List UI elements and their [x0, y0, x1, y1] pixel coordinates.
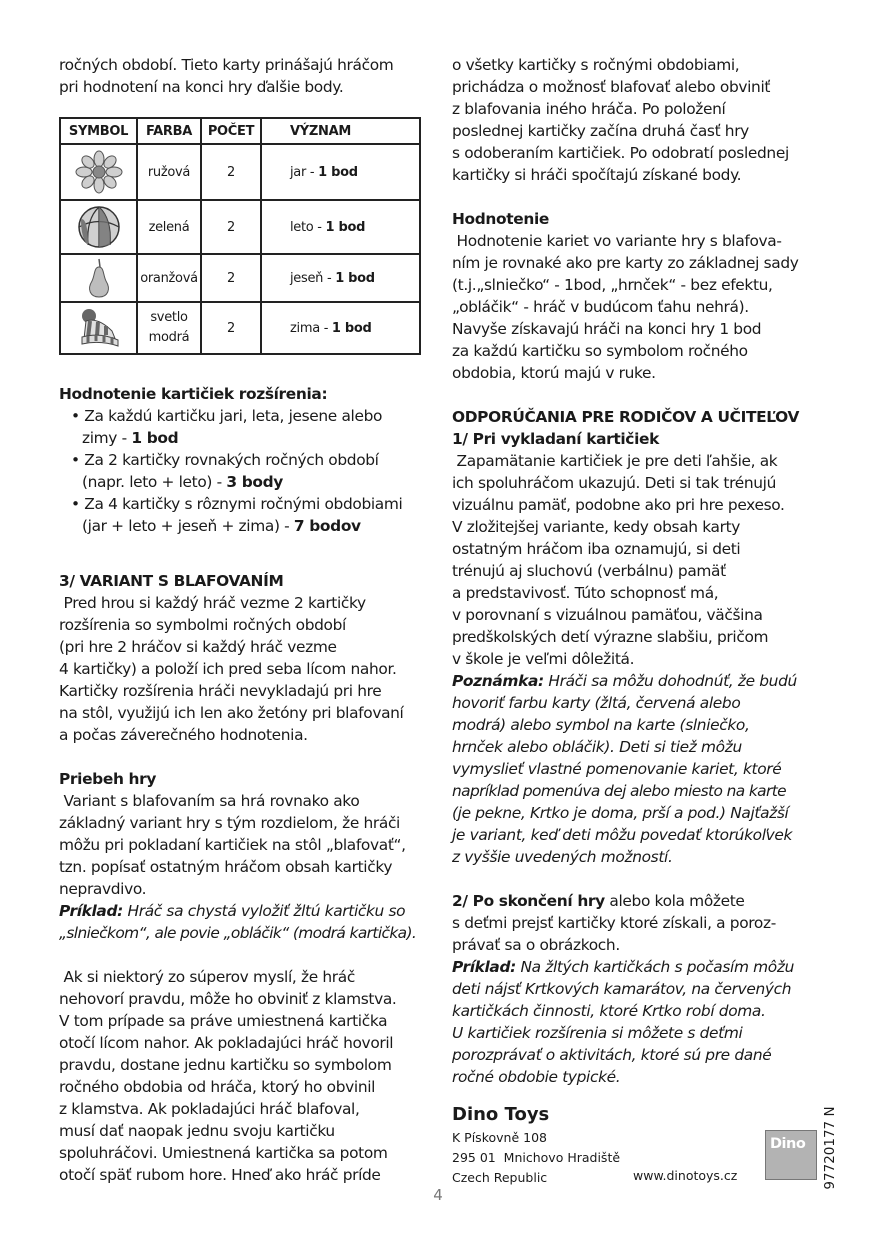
note-line: modrá) alebo symbol na karte (slniečko,: [452, 716, 750, 734]
count-cell: 2: [201, 144, 261, 200]
table-header-row: [60, 118, 420, 144]
meaning-cell: [261, 302, 420, 354]
intro-line: pri hodnotení na konci hry ďalšie body.: [59, 78, 344, 96]
recommendations-sub2-heading: 2/ Po skončení hry: [452, 892, 605, 910]
text-line: trénujú aj sluchovú (verbálnu) pamäť: [452, 562, 726, 580]
note-label: Poznámka:: [452, 672, 544, 690]
left-column: [59, 54, 431, 98]
color-cell: oranžová: [137, 254, 201, 302]
text-line: musí dať naopak jednu svoju kartičku: [59, 1122, 335, 1140]
text-line: v porovnaní s vizuálnou pamäťou, väčšina: [452, 606, 763, 624]
table-row: [60, 254, 420, 302]
example-label: Príklad:: [59, 902, 123, 920]
evaluation-heading: Hodnotenie: [452, 210, 549, 228]
meaning-text: leto -: [290, 219, 326, 235]
company-name: Dino Toys: [452, 1104, 550, 1125]
game-flow-heading: Priebeh hry: [59, 770, 157, 788]
bullet-icon: •: [71, 451, 80, 469]
count-cell: 2: [201, 200, 261, 254]
example-line: ročné obdobie typické.: [452, 1068, 621, 1086]
address-line: 295 01 Mnichovo Hradiště: [452, 1150, 621, 1165]
meaning-points: 1 bod: [331, 320, 372, 336]
spacer: [59, 944, 431, 966]
text-line: V zložitejšej variante, kedy obsah karty: [452, 518, 741, 536]
text-line: vizuálnu pamäť, podobne ako pri hre pexeso.: [452, 496, 785, 514]
text-line: Navyše získavajú hráči na konci hry 1 bod: [452, 320, 762, 338]
scoring-bullet-cont: [59, 471, 431, 493]
spacer: [59, 559, 431, 570]
page-number: 4: [433, 1186, 443, 1204]
color-cell: ružová: [137, 144, 201, 200]
text-line: prichádza o možnosť blafovať alebo obviniť: [452, 78, 771, 96]
text-line: (t.j.„slniečko“ - 1bod, „hrnček“ - bez efektu,: [452, 276, 773, 294]
left-column-body: [59, 383, 431, 1186]
text-line: Hodnotenie kariet vo variante hry s blafova-: [452, 232, 782, 250]
meaning-points: 1 bod: [318, 164, 358, 180]
scoring-bullet: [59, 449, 431, 471]
header-meaning: VÝZNAM: [261, 118, 420, 144]
logo-text: Dino: [770, 1136, 806, 1152]
bullet-text: (jar + leto + jeseň + zima) -: [82, 517, 294, 535]
text-line: spoluhráčovi. Umiestnená kartička sa potom: [59, 1144, 388, 1162]
text-line: o všetky kartičky s ročnými obdobiami,: [452, 56, 740, 74]
text-line: obdobia, ktorú majú v ruke.: [452, 364, 656, 382]
bullet-icon: •: [71, 407, 80, 425]
text-line: (pri hre 2 hráčov si každý hráč vezme: [59, 638, 337, 656]
meaning-points: 1 bod: [325, 219, 366, 235]
spacer: [59, 746, 431, 768]
address-line: Czech Republic: [452, 1170, 548, 1185]
scoring-bullet-cont: [59, 515, 431, 537]
note-line: vymyslieť vlastné pomenovanie kariet, ktoré: [452, 760, 782, 778]
text-line: pravdu, dostane jednu kartičku so symbolom: [59, 1056, 392, 1074]
scoring-bullet: [59, 405, 431, 427]
color-text: svetlo: [150, 310, 188, 325]
right-column: [452, 54, 832, 1088]
season-symbols-table: [59, 117, 421, 355]
text-line: nehovorí pravdu, môže ho obviniť z klamstva.: [59, 990, 397, 1008]
text-line: „obláčik“ - hráč v budúcom ťahu nehrá).: [452, 298, 749, 316]
bullet-text: Za 2 kartičky rovnakých ročných období: [84, 451, 379, 469]
bullet-text: Za 4 kartičky s rôznymi ročnými obdobiami: [84, 495, 403, 513]
note-line: hovoriť farbu karty (žltá, červená alebo: [452, 694, 741, 712]
address-line: K Pískovně 108: [452, 1130, 547, 1145]
note-line: z vyššie uvedených možností.: [452, 848, 673, 866]
symbol-cell: [60, 302, 137, 354]
text: alebo kola môžete: [604, 892, 745, 910]
header-color: FARBA: [137, 118, 201, 144]
note-line: [452, 670, 832, 692]
text-line: s odoberaním kartičiek. Po odobratí poslednej: [452, 144, 789, 162]
meaning-cell: [261, 254, 420, 302]
note-line: je variant, keď deti môžu povedať ktorúkoľvek: [452, 826, 793, 844]
spacer: [59, 537, 431, 559]
note-line: hrnček alebo obláčik). Deti si tiež môžu: [452, 738, 742, 756]
text-line: nepravdivo.: [59, 880, 147, 898]
meaning-cell: [261, 200, 420, 254]
text-line: Pred hrou si každý hráč vezme 2 kartičky: [59, 594, 366, 612]
beach-ball-icon: [76, 204, 122, 250]
text-line: Ak si niektorý zo súperov myslí, že hráč: [59, 968, 355, 986]
text-line: kartičky si hráči spočítajú získané body.: [452, 166, 742, 184]
text-line: predškolských detí výrazne slabšiu, pričom: [452, 628, 769, 646]
scoring-heading: Hodnotenie kartičiek rozšírenia:: [59, 385, 328, 403]
header-symbol: SYMBOL: [60, 118, 137, 144]
table-row: [60, 144, 420, 200]
text-line: otočí späť rubom hore. Hneď ako hráč príde: [59, 1166, 381, 1184]
bullet-points: 1 bod: [131, 429, 179, 447]
example-line: [452, 956, 832, 978]
text-line: ostatným hráčom iba oznamujú, si deti: [452, 540, 741, 558]
variant-heading: 3/ VARIANT S BLAFOVANÍM: [59, 572, 284, 590]
example-line: deti nájsť Krtkových kamarátov, na červených: [452, 980, 792, 998]
example-line: [59, 900, 431, 922]
text-line: otočí lícom nahor. Ak pokladajúci hráč hovoril: [59, 1034, 394, 1052]
text-line: Variant s blafovaním sa hrá rovnako ako: [59, 792, 360, 810]
text-line: s deťmi prejsť kartičky ktoré získali, a poroz-: [452, 914, 776, 932]
spacer: [452, 868, 832, 890]
example-line: U kartičiek rozšírenia si môžete s deťmi: [452, 1024, 743, 1042]
pear-icon: [84, 257, 114, 299]
bullet-points: 7 bodov: [293, 517, 361, 535]
note-line: napríklad pomenúva dej alebo miesto na karte: [452, 782, 787, 800]
text-line: a predstavivosť. Túto schopnosť má,: [452, 584, 719, 602]
spacer: [452, 384, 832, 406]
meaning-text: zima -: [290, 320, 332, 336]
text-line: môžu pri pokladaní kartičiek na stôl „blafovať“,: [59, 836, 406, 854]
scoring-bullet-cont: [59, 427, 431, 449]
symbol-cell: [60, 254, 137, 302]
example-line: kartičkách činnosti, ktoré Krtko robí doma.: [452, 1002, 766, 1020]
spacer: [452, 186, 832, 208]
bullet-icon: •: [71, 495, 80, 513]
bullet-text: zimy -: [82, 429, 132, 447]
example-text: Hráč sa chystá vyložiť žltú kartičku so: [122, 902, 406, 920]
text-line: na stôl, využijú ich len ako žetóny pri blafovaní: [59, 704, 404, 722]
text-line: rozšírenia so symbolmi ročných období: [59, 616, 346, 634]
symbol-cell: [60, 200, 137, 254]
text-line: a počas záverečného hodnotenia.: [59, 726, 308, 744]
table-row: [60, 200, 420, 254]
text-line: z blafovania iného hráča. Po položení: [452, 100, 726, 118]
text-line: v škole je veľmi dôležitá.: [452, 650, 635, 668]
count-cell: 2: [201, 302, 261, 354]
example-line: porozprávať o aktivitách, ktoré sú pre dané: [452, 1046, 772, 1064]
header-count: POČET: [201, 118, 261, 144]
note-text: Hráči sa môžu dohodnúť, že budú: [543, 672, 797, 690]
text-line: tzn. popísať ostatným hráčom obsah kartičky: [59, 858, 393, 876]
text-line: V tom prípade sa práve umiestnená kartička: [59, 1012, 388, 1030]
text-line: poslednej kartičky začína druhá časť hry: [452, 122, 749, 140]
meaning-points: 1 bod: [335, 270, 375, 286]
dino-logo: [765, 1130, 817, 1180]
text-line: Zapamätanie kartičiek je pre deti ľahšie, ak: [452, 452, 778, 470]
table-row: [60, 302, 420, 354]
text-line: z klamstva. Ak pokladajúci hráč blafoval,: [59, 1100, 360, 1118]
text-line: 4 kartičky) a položí ich pred seba lícom nahor.: [59, 660, 397, 678]
text-line: Kartičky rozšírenia hráči nevykladajú pri hre: [59, 682, 382, 700]
recommendations-heading: ODPORÚČANIA PRE RODIČOV A UČITEĽOV: [452, 408, 800, 426]
color-cell: zelená: [137, 200, 201, 254]
text-line: ním je rovnaké ako pre karty zo základnej sady: [452, 254, 799, 272]
meaning-text: jeseň -: [290, 270, 336, 286]
example-label: Príklad:: [452, 958, 516, 976]
meaning-text: jar -: [290, 164, 319, 180]
company-address: [452, 1128, 620, 1188]
scoring-bullet: [59, 493, 431, 515]
product-code: 97720177 N: [822, 1106, 838, 1190]
text-line: základný variant hry s tým rozdielom, že hráči: [59, 814, 400, 832]
text-line: právať sa o obrázkoch.: [452, 936, 620, 954]
flower-icon: [73, 150, 125, 194]
example-text: Na žltých kartičkách s počasím môžu: [515, 958, 794, 976]
symbol-cell: [60, 144, 137, 200]
text-line: za každú kartičku so symbolom ročného: [452, 342, 748, 360]
bullet-text: Za každú kartičku jari, leta, jesene alebo: [84, 407, 383, 425]
intro-line: ročných období. Tieto karty prinášajú hráčom: [59, 56, 394, 74]
bullet-points: 3 body: [226, 473, 283, 491]
color-cell: [137, 302, 201, 354]
sub2-line: [452, 890, 832, 912]
color-text: modrá: [148, 330, 190, 345]
text-line: ich spoluhráčom ukazujú. Deti si tak trénujú: [452, 474, 776, 492]
note-line: (je pekne, Krtko je doma, prší a pod.) Najťažší: [452, 804, 789, 822]
text-line: ročného obdobia od hráča, ktorý ho obvinil: [59, 1078, 376, 1096]
winter-hat-icon: [76, 307, 122, 349]
meaning-cell: [261, 144, 420, 200]
bullet-text: (napr. leto + leto) -: [82, 473, 227, 491]
website-link[interactable]: www.dinotoys.cz: [633, 1168, 738, 1183]
example-line: „slniečkom“, ale povie „obláčik“ (modrá kartička).: [59, 924, 417, 942]
count-cell: 2: [201, 254, 261, 302]
recommendations-sub1-heading: 1/ Pri vykladaní kartičiek: [452, 430, 659, 448]
